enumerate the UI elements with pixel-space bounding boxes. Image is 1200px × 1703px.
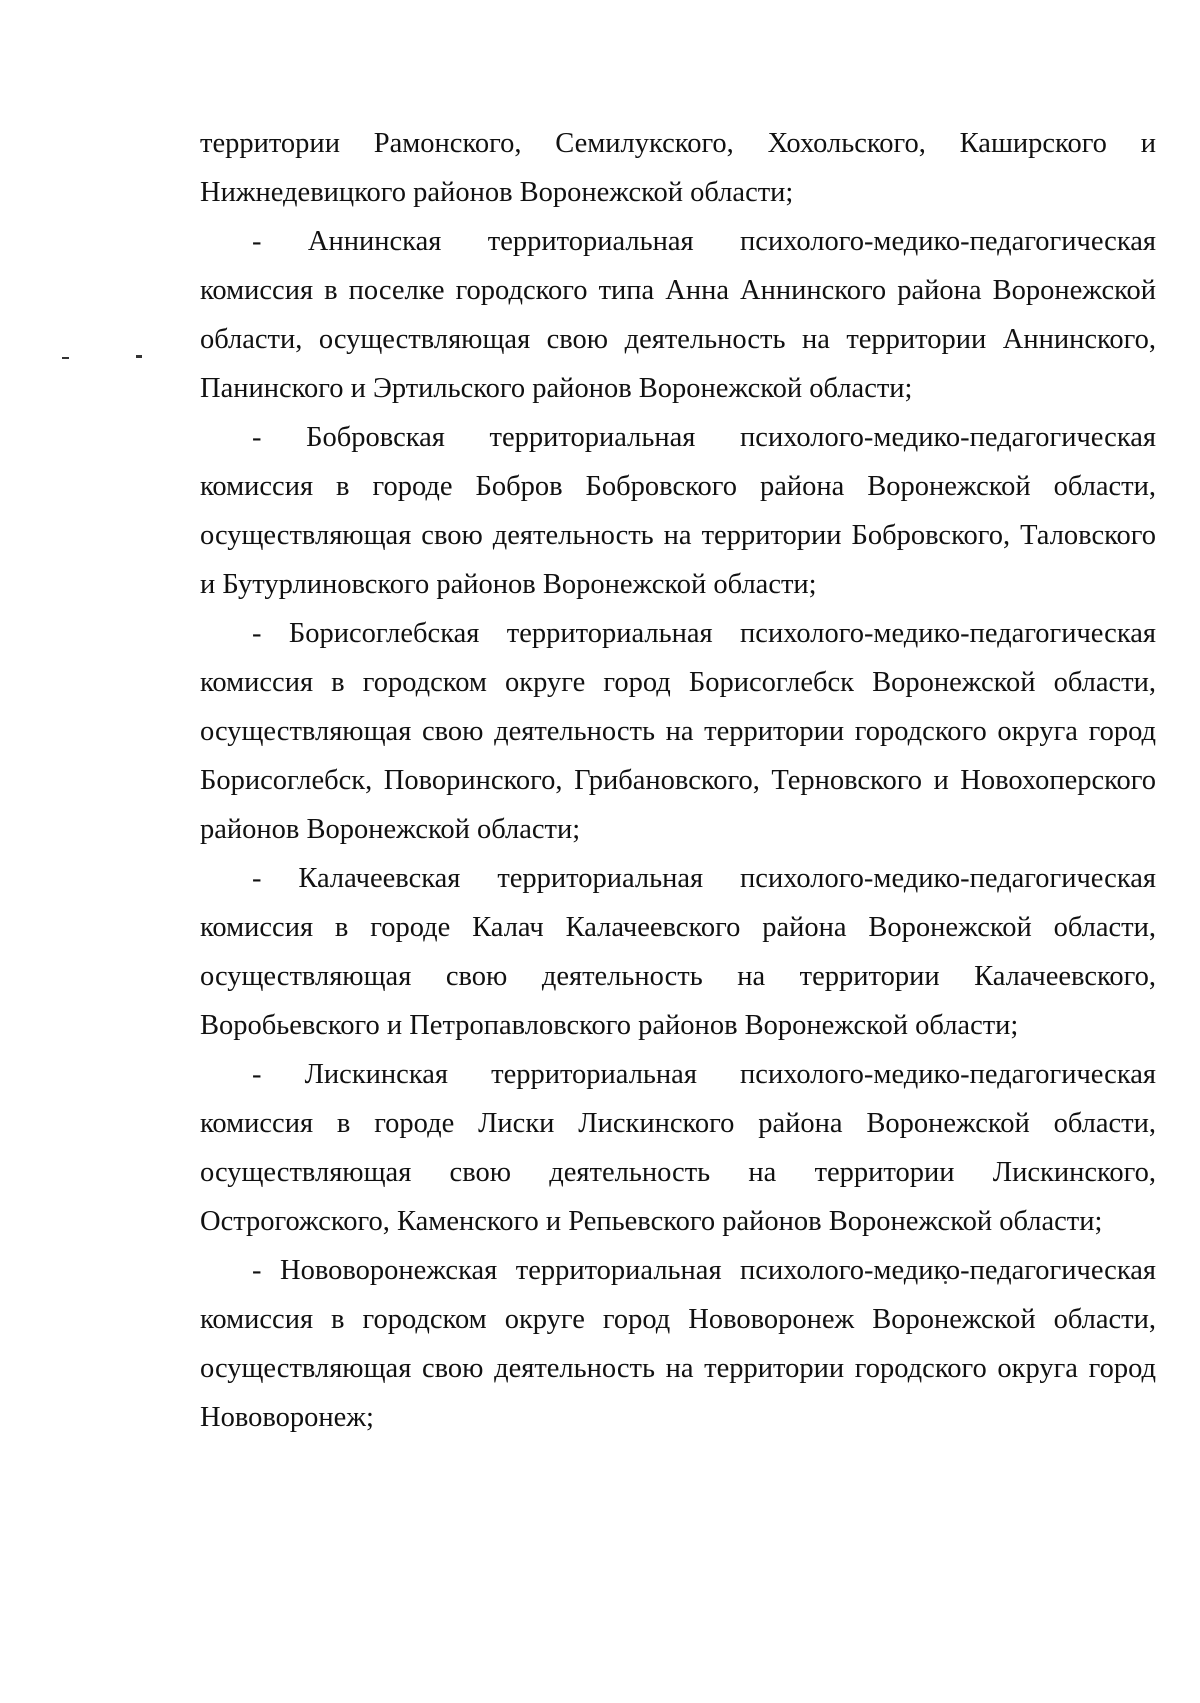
margin-mark [62,357,69,359]
paragraph-bobrovskaya-commission: - Бобровская территориальная психолого-медико-педагогическая комиссия в городе Бобров Бобровского района Воронежской области, осуществляющая свою деятельность на территории Бобровского, Таловского и Бутурлиновского районов Воронежской области; [200,422,1156,600]
margin-mark [136,355,142,358]
paragraph-anninskaya-commission: - Аннинская территориальная психолого-медико-педагогическая комиссия в поселке городского типа Анна Аннинского района Воронежской области, осуществляющая свою деятельность на территории Аннинского, Панинского и Эртильского районов Воронежской области; [200,226,1156,404]
document-body [200,119,1156,1442]
paragraph-borisoglebskaya-commission: - Борисоглебская территориальная психолого-медико-педагогическая комиссия в городском округе город Борисоглебск Воронежской области, осуществляющая свою деятельность на территории городского округа город Борисоглебск, Поворинского, Грибановского, Терновского и Новохоперского районов Воронежской области; [200,618,1156,845]
paragraph-novovoronezhskaya-commission: - Нововоронежская территориальная психолого-медико-педагогическая комиссия в городском округе город Нововоронеж Воронежской области, осуществляющая свою деятельность на территории городского округа город Нововоронеж; [200,1255,1156,1433]
paragraph-continuation: территории Рамонского, Семилукского, Хохольского, Каширского и Нижнедевицкого районов Воронежской области; [200,128,1156,208]
paragraph-kalacheevskaya-commission: - Калачеевская территориальная психолого-медико-педагогическая комиссия в городе Калач Калачеевского района Воронежской области, осуществляющая свою деятельность на территории Калачеевского, Воробьевского и Петропавловского районов Воронежской области; [200,863,1156,1041]
paragraph-liskinskaya-commission: - Лискинская территориальная психолого-медико-педагогическая комиссия в городе Лиски Лискинского района Воронежской области, осуществляющая свою деятельность на территории Лискинского, Острогожского, Каменского и Репьевского районов Воронежской области; [200,1059,1156,1237]
